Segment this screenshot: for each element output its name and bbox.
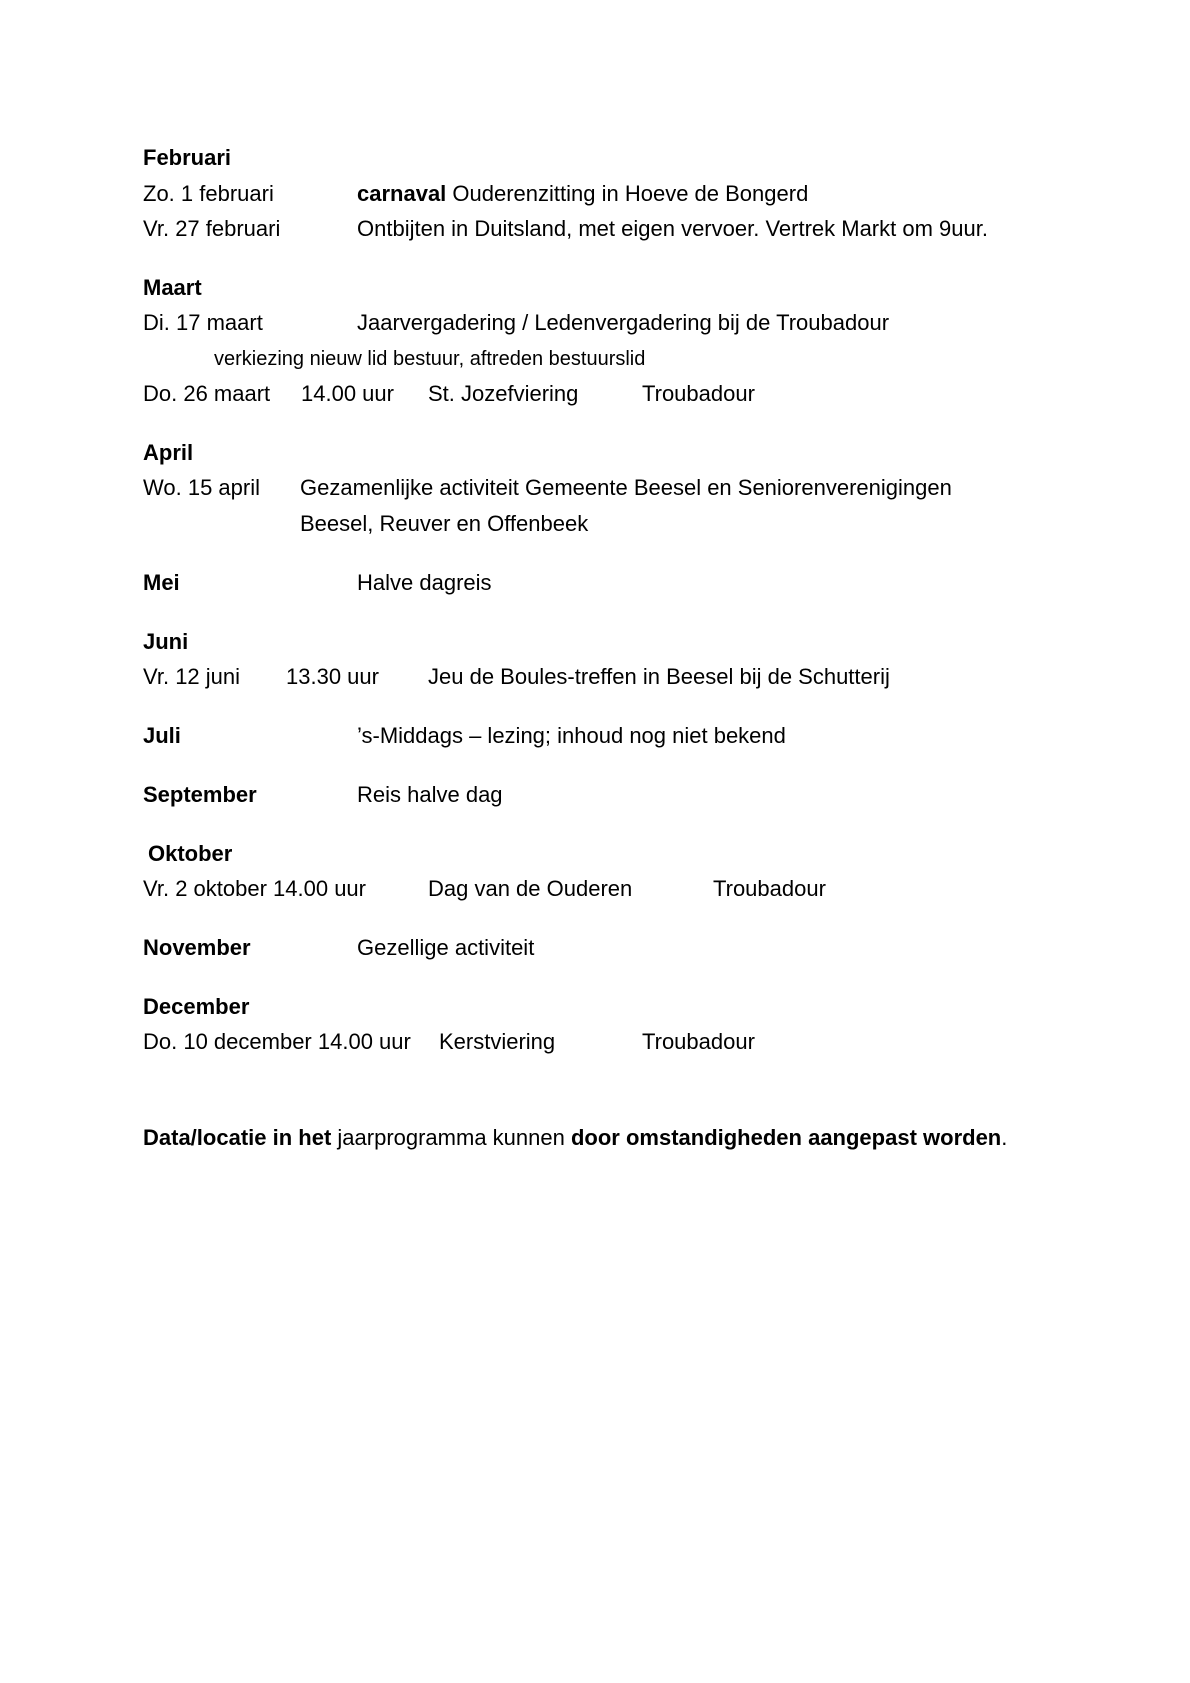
event-date: Do. 10 december 14.00 uur xyxy=(143,1029,411,1054)
footer-text-1: jaarprogramma kunnen xyxy=(331,1125,571,1150)
month-heading-december: December xyxy=(143,994,250,1019)
event-text: Ouderenzitting in Hoeve de Bongerd xyxy=(446,181,809,206)
event-subtext: verkiezing nieuw lid bestuur, aftreden bestuurslid xyxy=(214,348,646,370)
event-date: Di. 17 maart xyxy=(143,310,263,335)
event-time: 14.00 uur xyxy=(301,381,394,406)
event-date: Vr. 2 oktober 14.00 uur xyxy=(143,876,366,901)
event-description: Dag van de Ouderen xyxy=(428,876,633,901)
event-location: Troubadour xyxy=(642,381,755,406)
event-location: Troubadour xyxy=(642,1029,755,1054)
event-description: ’s-Middags – lezing; inhoud nog niet bekend xyxy=(357,723,786,748)
footer-bold-2: door omstandigheden aangepast worden xyxy=(570,1125,1002,1150)
footer-text-2: . xyxy=(1001,1125,1008,1150)
month-heading-juni: Juni xyxy=(143,629,189,654)
event-date: Vr. 27 februari xyxy=(143,216,281,241)
event-date: Vr. 12 juni xyxy=(143,664,241,689)
event-time: 13.30 uur xyxy=(286,664,379,689)
month-heading-oktober: Oktober xyxy=(148,841,233,866)
event-highlight: carnaval xyxy=(357,181,447,206)
event-description: Halve dagreis xyxy=(357,570,492,595)
footer-note xyxy=(143,1124,1007,1152)
event-location: Troubadour xyxy=(713,876,826,901)
month-heading-november: November xyxy=(143,935,251,960)
event-description: Ontbijten in Duitsland, met eigen vervoer. Vertrek Markt om 9uur. xyxy=(357,216,988,241)
month-heading-april: April xyxy=(143,440,194,465)
event-description xyxy=(357,180,808,208)
month-heading-maart: Maart xyxy=(143,275,202,300)
month-heading-juli: Juli xyxy=(143,723,181,748)
event-description: Jaarvergadering / Ledenvergadering bij de Troubadour xyxy=(357,310,890,335)
event-date: Do. 26 maart xyxy=(143,381,271,406)
event-description: Gezellige activiteit xyxy=(357,935,535,960)
event-date: Zo. 1 februari xyxy=(143,181,274,206)
event-description: Jeu de Boules-treffen in Beesel bij de Schutterij xyxy=(428,664,890,689)
month-heading-september: September xyxy=(143,782,257,807)
event-description: Gezamenlijke activiteit Gemeente Beesel en Seniorenverenigingen xyxy=(300,475,952,500)
event-date: Wo. 15 april xyxy=(143,475,260,500)
event-description: Kerstviering xyxy=(439,1029,556,1054)
month-heading-mei: Mei xyxy=(143,570,180,595)
footer-bold-1: Data/locatie in het xyxy=(143,1125,332,1150)
month-heading-februari: Februari xyxy=(143,145,232,170)
event-description-continued: Beesel, Reuver en Offenbeek xyxy=(300,511,589,536)
event-description: St. Jozefviering xyxy=(428,381,579,406)
event-description: Reis halve dag xyxy=(357,782,503,807)
